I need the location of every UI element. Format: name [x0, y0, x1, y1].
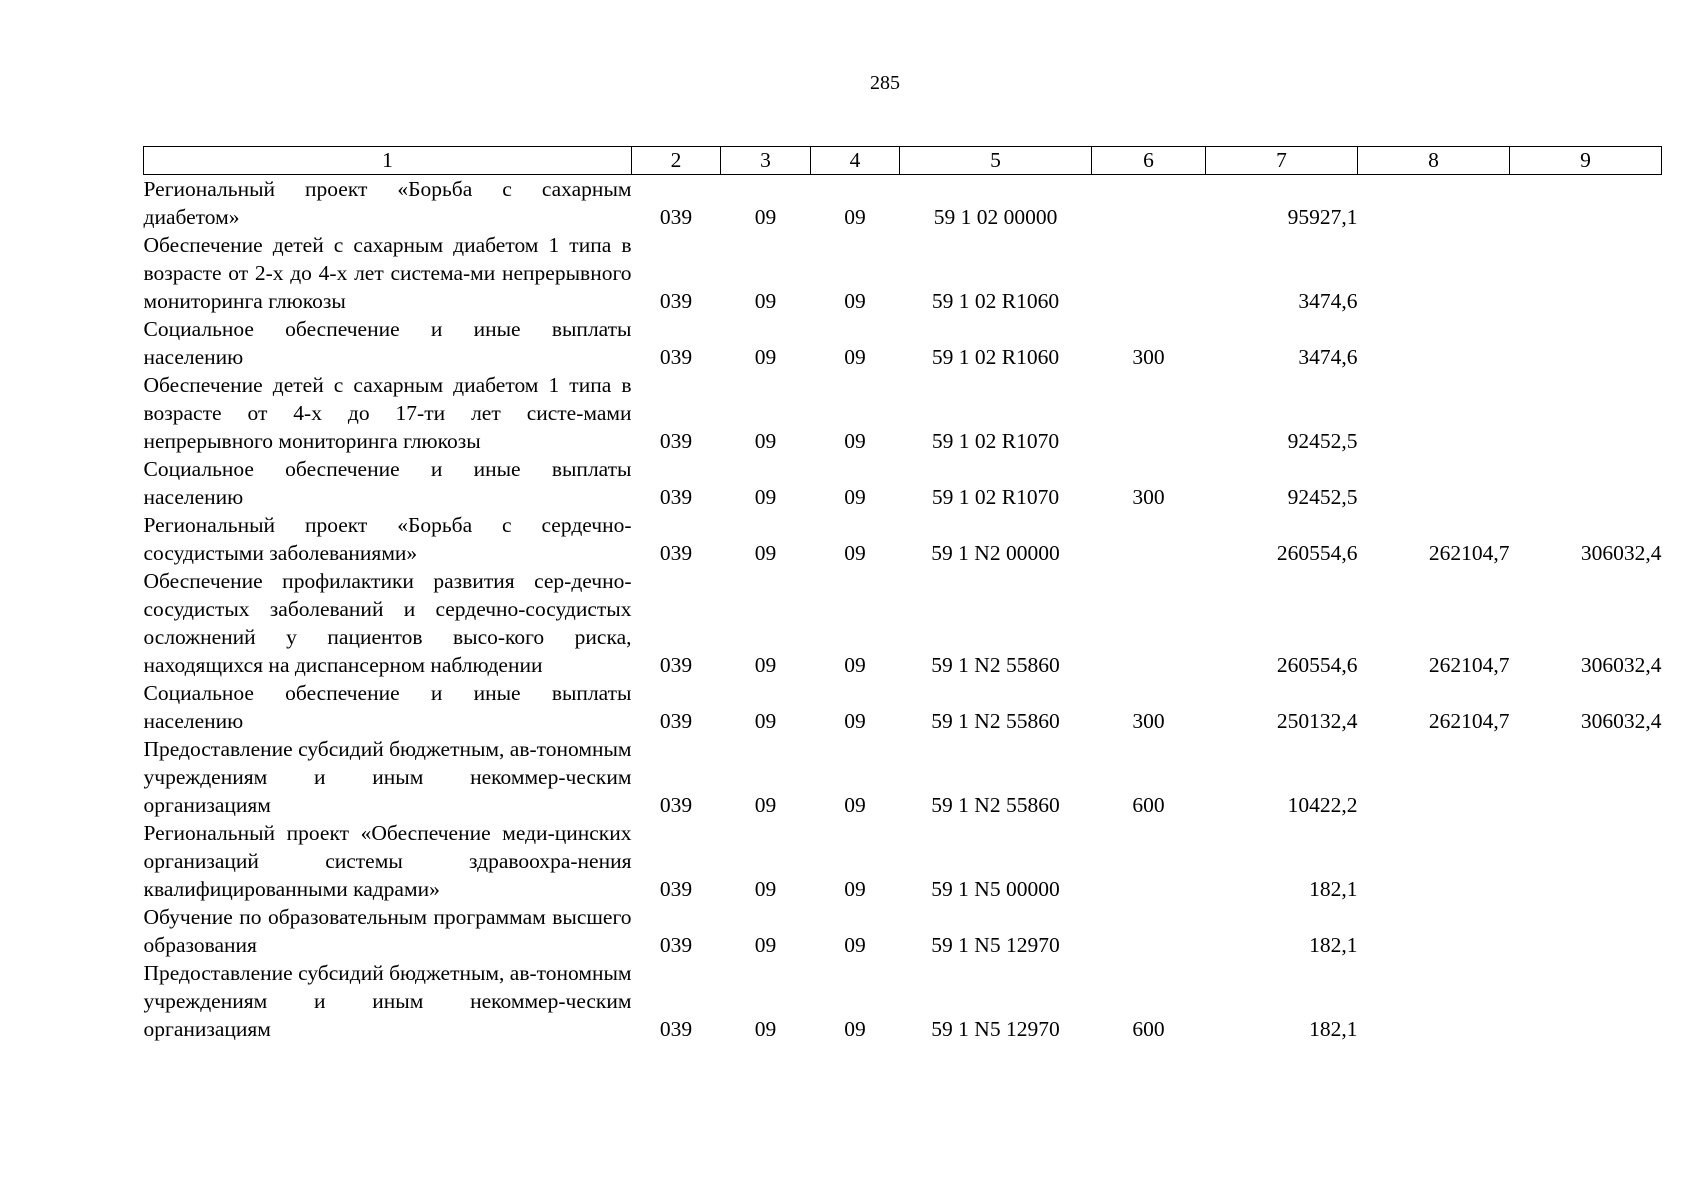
column-header-7: 7 [1206, 147, 1358, 175]
row-code-cell: 039 [659, 877, 693, 901]
column-header-2: 2 [632, 147, 721, 175]
row-expense-type-cell: 600 [1132, 793, 1165, 817]
row-expense-type-cell [1092, 371, 1206, 455]
row-amount-8-cell [1358, 959, 1510, 1043]
row-name-cell: Социальное обеспечение и иные выплаты населению [143, 457, 632, 509]
row-amount-8-cell [1358, 371, 1510, 455]
table-row [144, 959, 1662, 1043]
row-target-code-cell: 59 1 02 R1070 [931, 429, 1060, 453]
row-section-cell: 09 [754, 709, 777, 733]
page-number: 285 [870, 72, 900, 94]
row-amount-8-cell [1358, 819, 1510, 903]
table-row [144, 315, 1662, 371]
row-amount-7-cell: 182,1 [1309, 1017, 1358, 1041]
row-target-code-cell: 59 1 N2 55860 [931, 709, 1060, 733]
row-target-code-cell: 59 1 N5 12970 [931, 1017, 1060, 1041]
row-expense-type-cell [1092, 819, 1206, 903]
row-name-cell: Социальное обеспечение и иные выплаты населению [143, 317, 632, 369]
row-section-cell: 09 [754, 653, 777, 677]
row-target-code-cell: 59 1 N2 55860 [931, 653, 1060, 677]
row-section-cell: 09 [754, 429, 777, 453]
row-name-cell: Региональный проект «Борьба с сахарным диабетом» [143, 177, 632, 229]
row-expense-type-cell [1092, 511, 1206, 567]
row-subsection-cell: 09 [844, 485, 866, 509]
row-subsection-cell: 09 [844, 289, 866, 313]
row-amount-7-cell: 10422,2 [1287, 793, 1358, 817]
column-header-9: 9 [1510, 147, 1662, 175]
row-section-cell: 09 [754, 345, 777, 369]
row-amount-7-cell: 3474,6 [1298, 289, 1358, 313]
column-header-8: 8 [1358, 147, 1510, 175]
row-code-cell: 039 [659, 289, 693, 313]
table-row [144, 567, 1662, 679]
table-row [144, 679, 1662, 735]
row-section-cell: 09 [754, 877, 777, 901]
row-expense-type-cell: 300 [1132, 709, 1165, 733]
table-row [144, 511, 1662, 567]
table-row [144, 819, 1662, 903]
row-amount-7-cell: 260554,6 [1276, 653, 1358, 677]
column-header-3: 3 [721, 147, 811, 175]
row-code-cell: 039 [659, 793, 693, 817]
row-amount-9-cell [1510, 959, 1662, 1043]
row-subsection-cell: 09 [844, 541, 866, 565]
row-amount-8-cell: 262104,7 [1428, 653, 1510, 677]
row-amount-7-cell: 182,1 [1309, 877, 1358, 901]
table-body [144, 175, 1662, 1044]
row-expense-type-cell [1092, 567, 1206, 679]
row-section-cell: 09 [754, 933, 777, 957]
row-amount-9-cell [1510, 735, 1662, 819]
row-section-cell: 09 [754, 1017, 777, 1041]
row-section-cell: 09 [754, 793, 777, 817]
row-expense-type-cell [1092, 903, 1206, 959]
row-code-cell: 039 [659, 485, 693, 509]
row-amount-9-cell: 306032,4 [1580, 653, 1662, 677]
row-amount-8-cell: 262104,7 [1428, 541, 1510, 565]
row-amount-8-cell [1358, 455, 1510, 511]
row-name-cell: Обучение по образовательным программам высшего образования [143, 905, 632, 957]
row-subsection-cell: 09 [844, 933, 866, 957]
row-code-cell: 039 [659, 205, 693, 229]
row-code-cell: 039 [659, 933, 693, 957]
row-code-cell: 039 [659, 653, 693, 677]
row-expense-type-cell: 300 [1132, 485, 1165, 509]
row-target-code-cell: 59 1 N5 00000 [931, 877, 1060, 901]
row-amount-8-cell [1358, 175, 1510, 232]
row-amount-7-cell: 92452,5 [1287, 485, 1358, 509]
row-amount-9-cell [1510, 231, 1662, 315]
row-amount-7-cell: 182,1 [1309, 933, 1358, 957]
row-amount-8-cell [1358, 231, 1510, 315]
row-amount-9-cell: 306032,4 [1580, 709, 1662, 733]
row-code-cell: 039 [659, 345, 693, 369]
row-name-cell: Обеспечение детей с сахарным диабетом 1 типа в возрасте от 4-х до 17-ти лет систе-мами непрерывного мониторинга глюкозы [143, 373, 632, 453]
row-amount-9-cell [1510, 455, 1662, 511]
row-amount-9-cell [1510, 315, 1662, 371]
table-row [144, 175, 1662, 232]
budget-table [143, 146, 1662, 1043]
row-expense-type-cell: 300 [1132, 345, 1165, 369]
row-code-cell: 039 [659, 541, 693, 565]
row-code-cell: 039 [659, 709, 693, 733]
column-header-6: 6 [1092, 147, 1206, 175]
row-amount-8-cell [1358, 735, 1510, 819]
row-subsection-cell: 09 [844, 709, 866, 733]
row-subsection-cell: 09 [844, 653, 866, 677]
row-subsection-cell: 09 [844, 877, 866, 901]
row-subsection-cell: 09 [844, 1017, 866, 1041]
row-subsection-cell: 09 [844, 793, 866, 817]
row-expense-type-cell [1092, 175, 1206, 232]
row-name-cell: Предоставление субсидий бюджетным, ав-тономным учреждениям и иным некоммер-ческим организациям [143, 737, 632, 817]
row-target-code-cell: 59 1 N5 12970 [931, 933, 1060, 957]
row-name-cell: Предоставление субсидий бюджетным, ав-тономным учреждениям и иным некоммер-ческим организациям [143, 961, 632, 1041]
column-header-5: 5 [900, 147, 1092, 175]
column-header-4: 4 [811, 147, 900, 175]
table-row [144, 903, 1662, 959]
row-target-code-cell: 59 1 N2 00000 [931, 541, 1060, 565]
row-code-cell: 039 [659, 1017, 693, 1041]
row-amount-9-cell [1510, 903, 1662, 959]
row-target-code-cell: 59 1 02 R1070 [931, 485, 1060, 509]
row-amount-7-cell: 250132,4 [1276, 709, 1358, 733]
row-amount-8-cell [1358, 903, 1510, 959]
row-code-cell: 039 [659, 429, 693, 453]
row-name-cell: Региональный проект «Обеспечение меди-цинских организаций системы здравоохра-нения квалифицированными кадрами» [143, 821, 632, 901]
row-amount-8-cell: 262104,7 [1428, 709, 1510, 733]
row-target-code-cell: 59 1 02 R1060 [931, 345, 1060, 369]
table-row [144, 371, 1662, 455]
column-header-1: 1 [144, 147, 632, 175]
row-amount-7-cell: 92452,5 [1287, 429, 1358, 453]
table-row [144, 455, 1662, 511]
row-name-cell: Региональный проект «Борьба с сердечно-сосудистыми заболеваниями» [143, 513, 632, 565]
row-subsection-cell: 09 [844, 429, 866, 453]
row-name-cell: Социальное обеспечение и иные выплаты населению [143, 681, 632, 733]
row-amount-9-cell [1510, 371, 1662, 455]
table-row [144, 735, 1662, 819]
table-row [144, 231, 1662, 315]
row-amount-9-cell: 306032,4 [1580, 541, 1662, 565]
row-section-cell: 09 [754, 205, 777, 229]
row-section-cell: 09 [754, 289, 777, 313]
row-amount-7-cell: 260554,6 [1276, 541, 1358, 565]
row-target-code-cell: 59 1 02 R1060 [931, 289, 1060, 313]
row-amount-9-cell [1510, 819, 1662, 903]
row-amount-7-cell: 3474,6 [1298, 345, 1358, 369]
row-section-cell: 09 [754, 485, 777, 509]
row-amount-8-cell [1358, 315, 1510, 371]
row-section-cell: 09 [754, 541, 777, 565]
row-target-code-cell: 59 1 N2 55860 [931, 793, 1060, 817]
row-name-cell: Обеспечение детей с сахарным диабетом 1 типа в возрасте от 2-х до 4-х лет система-ми непрерывного мониторинга глюкозы [143, 233, 632, 313]
row-subsection-cell: 09 [844, 345, 866, 369]
row-target-code-cell: 59 1 02 00000 [933, 205, 1058, 229]
header-row [144, 147, 1662, 175]
row-subsection-cell: 09 [844, 205, 866, 229]
row-amount-7-cell: 95927,1 [1287, 205, 1358, 229]
row-expense-type-cell: 600 [1132, 1017, 1165, 1041]
row-name-cell: Обеспечение профилактики развития сер-дечно-сосудистых заболеваний и сердечно-сосудистых осложнений у пациентов высо-кого риска, находящихся на диспансерном наблюдении [143, 569, 632, 677]
row-expense-type-cell [1092, 231, 1206, 315]
row-amount-9-cell [1510, 175, 1662, 232]
